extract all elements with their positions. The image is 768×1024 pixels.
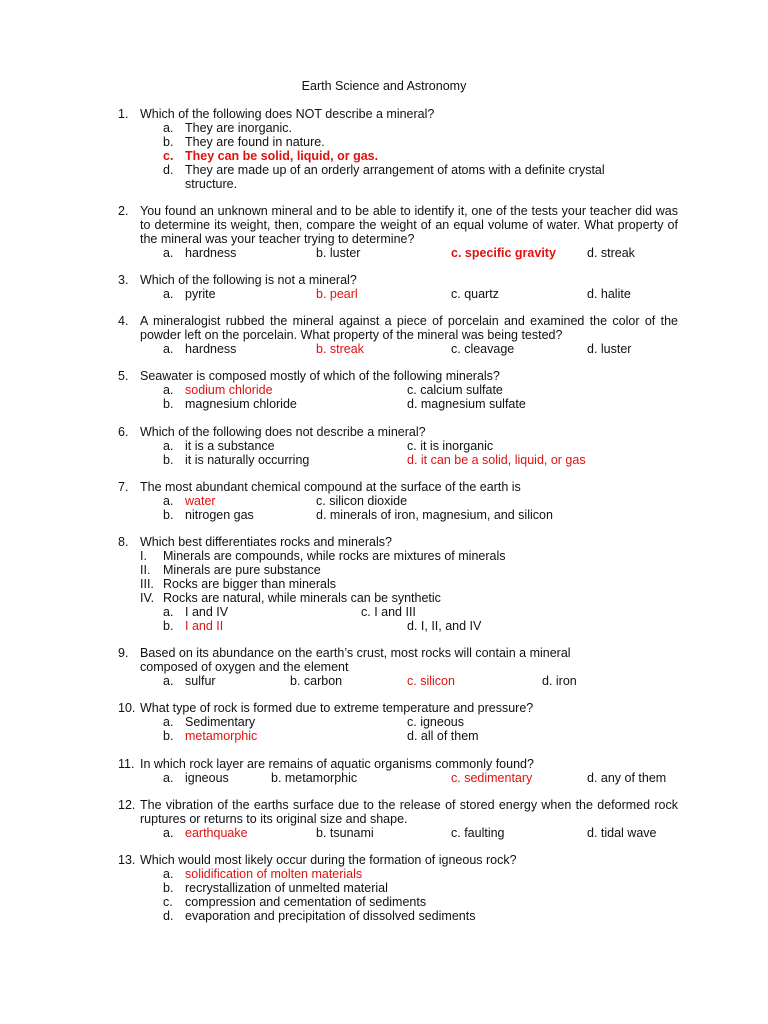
- option-d: d. They are made up of an orderly arrangement of atoms with a definite crystal: [163, 163, 605, 177]
- question-text: Which of the following is not a mineral?: [140, 273, 357, 287]
- option-d: d. streak: [587, 246, 635, 260]
- option-b: b. magnesium chloride: [163, 397, 297, 411]
- page-title: Earth Science and Astronomy: [301, 79, 467, 93]
- option-c-answer: c. specific gravity: [451, 246, 556, 260]
- question-text: Seawater is composed mostly of which of the following minerals?: [140, 369, 500, 383]
- option-a-answer: a. solidification of molten materials: [163, 867, 363, 881]
- option-a: a. hardness: [163, 246, 237, 260]
- option-c: c. quartz: [451, 287, 499, 301]
- question-number: 12.: [118, 798, 136, 812]
- option-d-continued: structure.: [185, 177, 238, 191]
- question-12: [118, 798, 678, 840]
- option-d: d. I, II, and IV: [407, 619, 482, 633]
- option-b: b. carbon: [290, 674, 343, 688]
- option-a: a. Sedimentary: [163, 715, 256, 729]
- option-b-answer: b. streak: [316, 342, 364, 356]
- option-b: b. it is naturally occurring: [163, 453, 310, 467]
- option-b: b. nitrogen gas: [163, 508, 254, 522]
- question-number: 9.: [118, 646, 129, 660]
- question-6: [118, 425, 678, 467]
- question-number: 3.: [118, 273, 129, 287]
- question-10: [118, 701, 678, 743]
- option-a: a. hardness: [163, 342, 237, 356]
- question-text: A mineralogist rubbed the mineral against a piece of porcelain and examined the color of the powder left on the porcelain. What property of the mineral was being tested?: [140, 314, 678, 342]
- question-3: [118, 273, 678, 301]
- option-d: d. magnesium sulfate: [407, 397, 526, 411]
- option-d: d. evaporation and precipitation of dissolved sediments: [163, 909, 476, 923]
- option-a-answer: a. sodium chloride: [163, 383, 273, 397]
- option-c: c. compression and cementation of sediments: [163, 895, 427, 909]
- question-text: Based on its abundance on the earth’s crust, most rocks will contain a mineral composed of oxygen and the element: [140, 646, 571, 674]
- question-text: You found an unknown mineral and to be able to identify it, one of the tests your teacher did was to determine its weight, then, compare the weight of an equal volume of water. What property of the mineral was your teacher trying to determine?: [140, 204, 678, 246]
- roman-item-2: II. Minerals are pure substance: [140, 563, 321, 577]
- option-a-answer: a. earthquake: [163, 826, 248, 840]
- option-b: b. luster: [316, 246, 361, 260]
- option-a: a. They are inorganic.: [163, 121, 293, 135]
- question-number: 6.: [118, 425, 129, 439]
- question-number: 2.: [118, 204, 129, 218]
- question-number: 10.: [118, 701, 136, 715]
- question-text: Which of the following does NOT describe a mineral?: [140, 107, 435, 121]
- option-a: a. sulfur: [163, 674, 216, 688]
- option-a: a. I and IV: [163, 605, 229, 619]
- question-text: Which of the following does not describe a mineral?: [140, 425, 426, 439]
- option-d: d. minerals of iron, magnesium, and silicon: [316, 508, 553, 522]
- question-number: 13.: [118, 853, 136, 867]
- question-number: 4.: [118, 314, 129, 328]
- option-c-answer: c. sedimentary: [451, 771, 533, 785]
- question-text: Which would most likely occur during the formation of igneous rock?: [140, 853, 517, 867]
- question-number: 1.: [118, 107, 129, 121]
- option-c: c. calcium sulfate: [407, 383, 503, 397]
- option-b-answer: b. I and II: [163, 619, 224, 633]
- question-text: The vibration of the earths surface due to the release of stored energy when the deformed rock ruptures or returns to its original size and shape.: [140, 798, 678, 826]
- option-c: c. igneous: [407, 715, 464, 729]
- option-a: a. igneous: [163, 771, 229, 785]
- question-text: In which rock layer are remains of aquatic organisms commonly found?: [140, 757, 534, 771]
- option-c-answer: c. silicon: [407, 674, 455, 688]
- option-a: a. pyrite: [163, 287, 216, 301]
- option-d: d. all of them: [407, 729, 479, 743]
- option-b: b. They are found in nature.: [163, 135, 325, 149]
- question-2: [118, 204, 678, 260]
- question-13: [118, 853, 678, 923]
- option-c: c. I and III: [361, 605, 416, 619]
- question-1: [118, 107, 678, 191]
- question-11: [118, 757, 678, 785]
- option-c: c. it is inorganic: [407, 439, 494, 453]
- option-b: b. tsunami: [316, 826, 374, 840]
- question-7: [118, 480, 678, 522]
- option-d: d. iron: [542, 674, 577, 688]
- question-number: 7.: [118, 480, 129, 494]
- option-d-answer: d. it can be a solid, liquid, or gas: [407, 453, 586, 467]
- roman-item-3: III. Rocks are bigger than minerals: [140, 577, 336, 591]
- roman-item-4: IV. Rocks are natural, while minerals can be synthetic: [140, 591, 441, 605]
- option-b-answer: b. metamorphic: [163, 729, 258, 743]
- question-text: The most abundant chemical compound at the surface of the earth is: [140, 480, 521, 494]
- option-c: c. faulting: [451, 826, 505, 840]
- question-number: 11.: [118, 757, 135, 771]
- question-number: 8.: [118, 535, 129, 549]
- option-a-answer: a. water: [163, 494, 216, 508]
- option-d: d. any of them: [587, 771, 667, 785]
- option-c-answer: c. They can be solid, liquid, or gas.: [163, 149, 379, 163]
- question-text: Which best differentiates rocks and minerals?: [140, 535, 392, 549]
- option-d: d. halite: [587, 287, 631, 301]
- question-4: [118, 314, 678, 356]
- option-d: d. luster: [587, 342, 632, 356]
- question-8: [118, 535, 678, 633]
- option-d: d. tidal wave: [587, 826, 657, 840]
- roman-item-1: I. Minerals are compounds, while rocks are mixtures of minerals: [140, 549, 506, 563]
- question-9: [118, 646, 678, 688]
- question-text: What type of rock is formed due to extreme temperature and pressure?: [140, 701, 534, 715]
- option-c: c. cleavage: [451, 342, 515, 356]
- option-c: c. silicon dioxide: [316, 494, 408, 508]
- option-b: b. metamorphic: [271, 771, 358, 785]
- option-b: b. recrystallization of unmelted material: [163, 881, 388, 895]
- option-b-answer: b. pearl: [316, 287, 358, 301]
- question-5: [118, 369, 678, 411]
- option-a: a. it is a substance: [163, 439, 275, 453]
- question-number: 5.: [118, 369, 129, 383]
